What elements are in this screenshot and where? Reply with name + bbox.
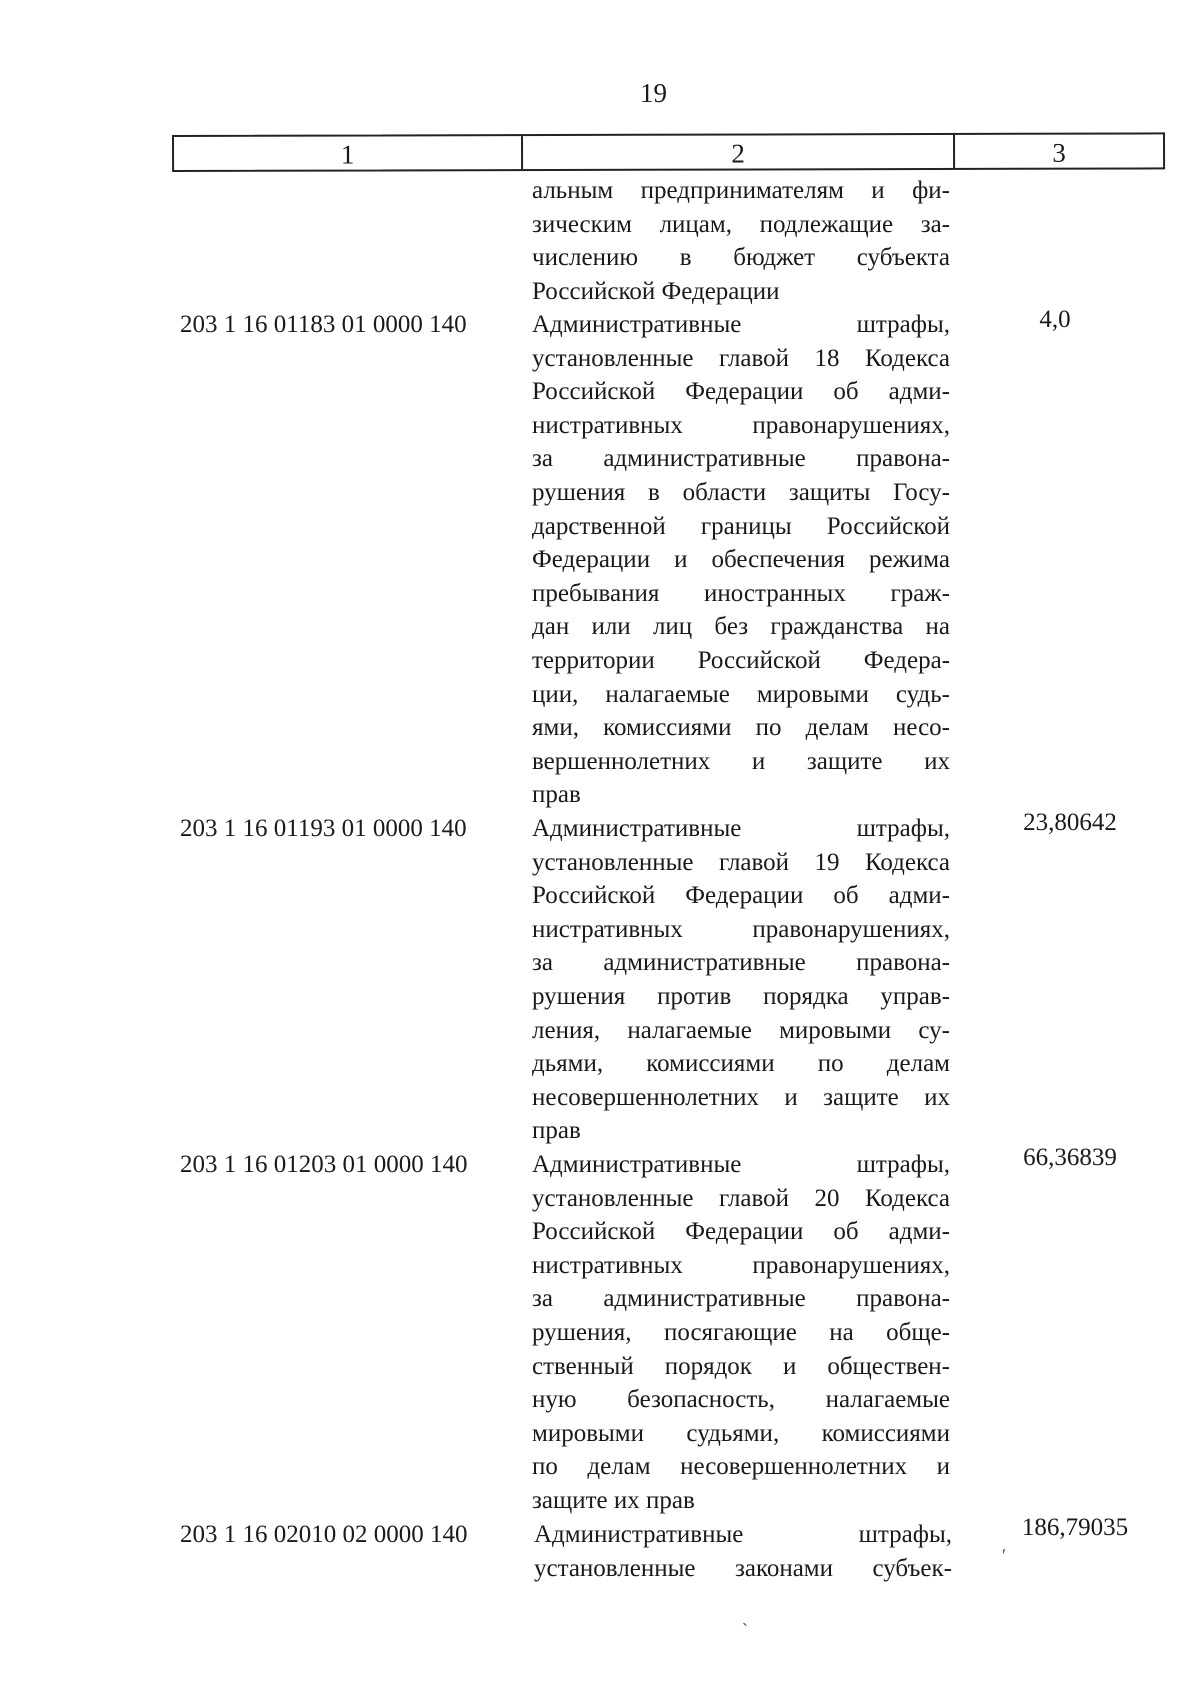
page-number: 19 — [640, 78, 667, 108]
description-line: ями, комиссиями по делам несо- — [532, 714, 950, 742]
row-description — [532, 308, 950, 812]
description-line: Российской Федерации об адми- — [532, 378, 950, 406]
budget-code: 203 1 16 01193 01 0000 140 — [180, 815, 467, 842]
row-description — [532, 812, 950, 1148]
description-line: несовершеннолетних и защите их — [532, 1083, 950, 1111]
description-line: ления, налагаемые мировыми су- — [532, 1016, 950, 1044]
description-line: установленные главой 19 Кодекса — [532, 848, 950, 876]
description-line: по делам несовершеннолетних и — [532, 1453, 950, 1481]
description-line: пребывания иностранных граж- — [532, 579, 950, 607]
description-line: установленные главой 20 Кодекса — [532, 1184, 950, 1212]
description-line: Федерации и обеспечения режима — [532, 546, 950, 574]
description-line: территории Российской Федера- — [532, 646, 950, 674]
scan-speck: ʹ — [1002, 1545, 1006, 1565]
description-line: зическим лицам, подлежащие за- — [532, 210, 950, 238]
description-line: за административные правона- — [532, 445, 950, 473]
description-line: числению в бюджет субъекта — [532, 244, 950, 272]
description-line: прав — [532, 781, 581, 809]
amount-value: 23,80642 — [1023, 809, 1117, 836]
description-line: за административные правона- — [532, 1285, 950, 1313]
description-line: Российской Федерации об адми- — [532, 882, 950, 910]
description-line: ственный порядок и обществен- — [532, 1352, 950, 1380]
header-col-2: 2 — [523, 135, 955, 169]
description-line: нистративных правонарушениях, — [532, 915, 950, 943]
table-header — [172, 132, 1165, 172]
description-line: Административные штрафы, — [532, 1151, 950, 1178]
amount-value: 4,0 — [1039, 306, 1071, 333]
description-line: Российской Федерации — [532, 277, 780, 305]
description-line: Административные штрафы, — [534, 1521, 952, 1548]
description-line: установленные законами субъек- — [534, 1554, 952, 1582]
description-line: установленные главой 18 Кодекса — [532, 344, 950, 372]
description-line: дарственной границы Российской — [532, 512, 950, 540]
description-line: вершеннолетних и защите их — [532, 747, 950, 775]
description-line: рушения против порядка управ- — [532, 982, 950, 1010]
header-col-1: 1 — [174, 136, 523, 170]
budget-code: 203 1 16 01203 01 0000 140 — [180, 1151, 468, 1178]
budget-code: 203 1 16 01183 01 0000 140 — [180, 311, 467, 338]
budget-code: 203 1 16 02010 02 0000 140 — [180, 1521, 468, 1548]
description-line: Российской Федерации об адми- — [532, 1218, 950, 1246]
description-line: Административные штрафы, — [532, 311, 950, 338]
description-line: дьями, комиссиями по делам — [532, 1050, 950, 1078]
description-line: нистративных правонарушениях, — [532, 1251, 950, 1279]
amount-value: 186,79035 — [1021, 1514, 1129, 1541]
description-line: альным предпринимателям и фи- — [532, 177, 950, 204]
description-line: рушения в области защиты Госу- — [532, 478, 950, 506]
description-line: ную безопасность, налагаемые — [532, 1386, 950, 1414]
continuation-description — [532, 174, 950, 308]
description-line: за административные правона- — [532, 949, 950, 977]
description-line: рушения, посягающие на обще- — [532, 1318, 950, 1346]
description-line: ции, налагаемые мировыми судь- — [532, 680, 950, 708]
description-line: дан или лиц без гражданства на — [532, 613, 950, 641]
description-line: защите их прав — [532, 1486, 695, 1514]
description-line: нистративных правонарушениях, — [532, 411, 950, 439]
header-col-3: 3 — [1052, 137, 1066, 168]
description-line: Административные штрафы, — [532, 815, 950, 842]
description-line: прав — [532, 1117, 581, 1145]
row-description — [532, 1148, 950, 1518]
scan-speck: ˋ — [742, 1620, 748, 1640]
row-description — [534, 1518, 952, 1585]
amount-value: 66,36839 — [1023, 1144, 1117, 1171]
description-line: мировыми судьями, комиссиями — [532, 1419, 950, 1447]
